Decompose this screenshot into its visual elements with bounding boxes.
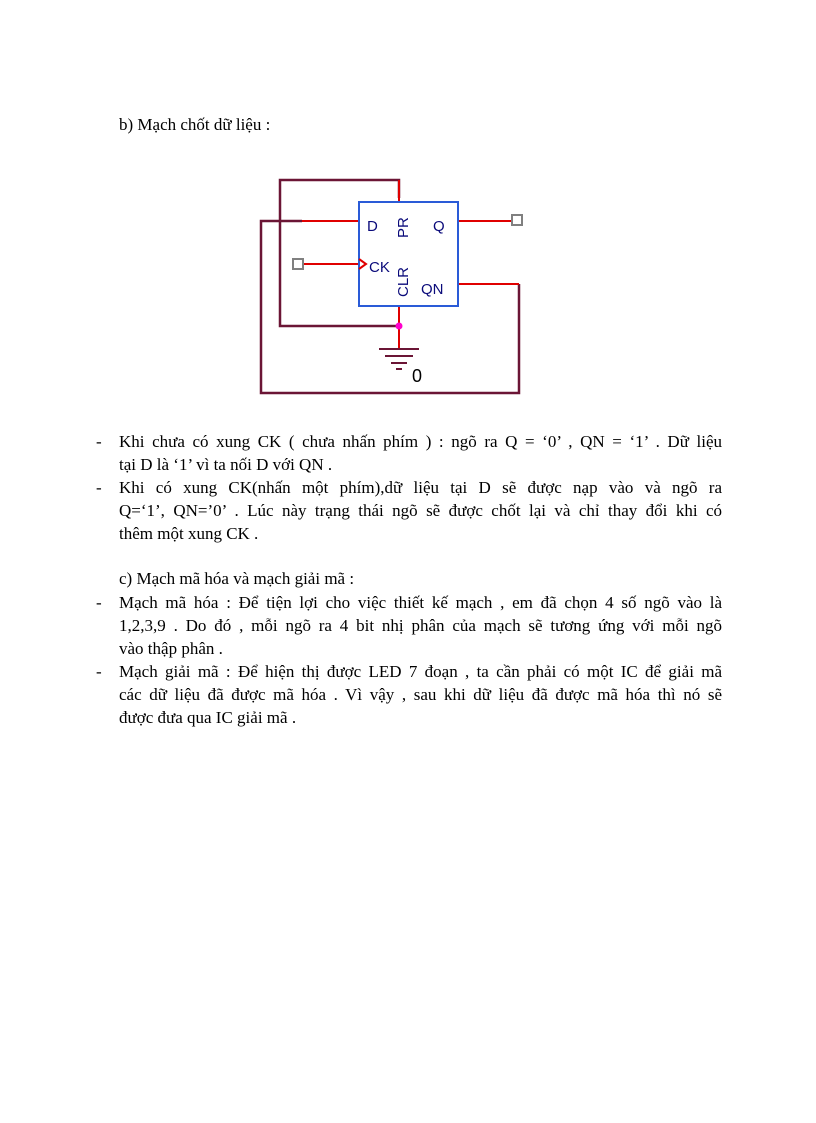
- bullet-line: Mạch giải mã : Để hiện thị được LED 7 đoạn , ta cần phải có một IC để giải mã: [119, 662, 722, 681]
- ground-label: 0: [412, 366, 423, 386]
- bullet-line: thêm một xung CK .: [119, 524, 259, 543]
- pin-label-ck: CK: [369, 259, 390, 276]
- pin-label-d: D: [367, 218, 378, 235]
- bullet-line: Q=‘1’, QN=’0’ . Lúc này trạng thái ngõ sẽ được chốt lại và chỉ thay đổi khi có: [119, 501, 722, 520]
- bullet-line: tại D là ‘1’ vì ta nối D với QN .: [119, 455, 333, 474]
- bullet-line: Mạch mã hóa : Để tiện lợi cho việc thiết kế mạch , em đã chọn 4 số ngõ vào là: [119, 593, 722, 612]
- bullet-line: Khi chưa có xung CK ( chưa nhấn phím ) : ngõ ra Q = ‘0’ , QN = ‘1’ . Dữ liệu: [119, 432, 722, 451]
- bullet-line: Khi có xung CK(nhấn một phím),dữ liệu tại D sẽ được nạp vào và ngõ ra: [119, 478, 722, 497]
- junction-dot: [396, 323, 403, 330]
- bullet-dash: -: [96, 662, 102, 681]
- section-b-bullet-1: [96, 430, 722, 476]
- bullet-dash: -: [96, 593, 102, 612]
- pin-label-clr: CLR: [395, 266, 412, 297]
- section-b-bullet-2: [96, 476, 722, 545]
- bullet-dash: -: [96, 432, 102, 451]
- q-output-terminal: [512, 215, 522, 225]
- pin-label-pr: PR: [395, 217, 412, 238]
- bullet-line: các dữ liệu đã được mã hóa . Vì vậy , sau khi dữ liệu đã được mã hóa thì nó sẽ: [119, 685, 722, 704]
- bullet-dash: -: [96, 478, 102, 497]
- pin-label-qn: QN: [421, 281, 444, 298]
- bullet-line: vào thập phân .: [119, 639, 223, 658]
- section-c-heading: c) Mạch mã hóa và mạch giải mã :: [119, 569, 355, 588]
- bullet-line: được đưa qua IC giải mã .: [119, 708, 297, 727]
- ck-input-terminal: [293, 259, 303, 269]
- section-b-heading: b) Mạch chốt dữ liệu :: [119, 115, 271, 134]
- section-c-bullet-2: [96, 660, 722, 729]
- pin-label-q: Q: [433, 218, 445, 235]
- section-c-bullet-1: [96, 591, 722, 660]
- bullet-line: 1,2,3,9 . Do đó , mỗi ngõ ra 4 bit nhị phân của mạch sẽ tương ứng với mỗi ngõ: [119, 616, 722, 635]
